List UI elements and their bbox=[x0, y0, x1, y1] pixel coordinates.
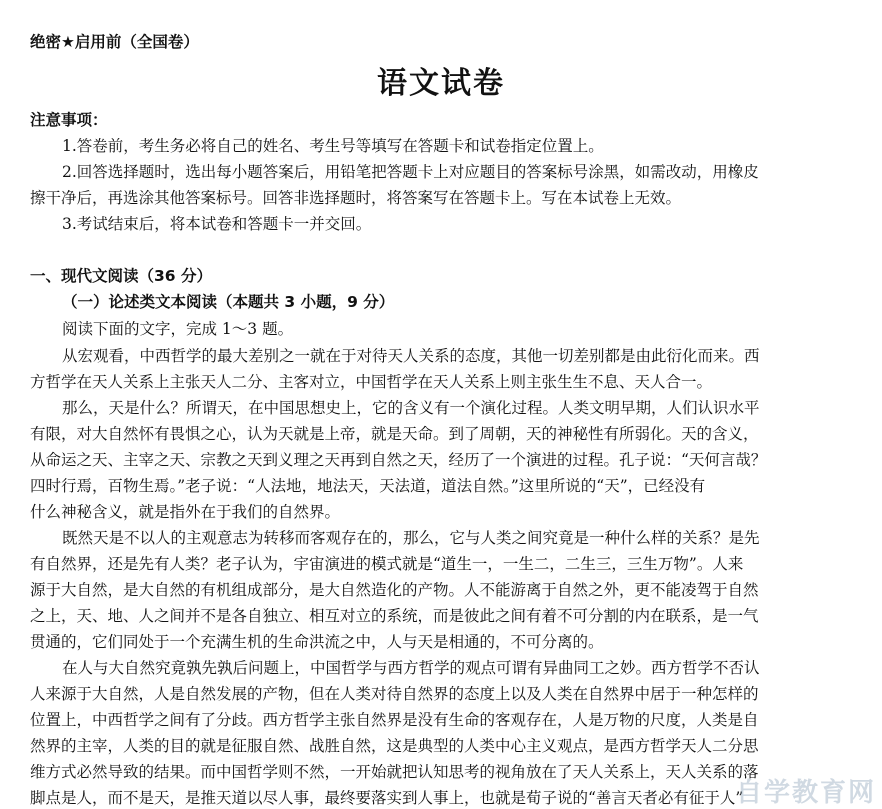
passage-line-14: 人来源于大自然，人是自然发展的产物，但在人类对待自然界的态度上以及人类在自然界中居于一种怎样的 bbox=[30, 685, 759, 703]
notice-line-3: 擦干净后，再选涂其他答案标号。回答非选择题时，将答案写在答题卡上。写在本试卷上无效。 bbox=[30, 189, 682, 207]
notice-line-4: 3.考试结束后，将本试卷和答题卡一并交回。 bbox=[62, 215, 372, 233]
passage-line-12: 贯通的，它们同处于一个充满生机的生命洪流之中，人与天是相通的，不可分离的。 bbox=[30, 633, 604, 651]
passage-line-10: 源于大自然，是大自然的有机组成部分，是大自然造化的产物。人不能游离于自然之外，更不能凌驾于自然 bbox=[30, 581, 759, 599]
notice-line-2: 2.回答选择题时，选出每小题答案后，用铅笔把答题卡上对应题目的答案标号涂黑，如需改动，用橡皮 bbox=[62, 163, 759, 181]
section-instruction: 阅读下面的文字，完成 1～3 题。 bbox=[62, 320, 294, 338]
passage-line-4: 有限，对大自然怀有畏惧之心，认为天就是上帝，就是天命。到了周朝，天的神秘性有所弱化。天的含义， bbox=[30, 425, 759, 443]
section-heading: 一、现代文阅读（36 分） bbox=[30, 267, 212, 285]
passage-line-15: 位置上，中西哲学之间有了分歧。西方哲学主张自然界是没有生命的客观存在，人是万物的尺度，人类是自 bbox=[30, 711, 759, 729]
site-watermark: 自学教育网 bbox=[735, 778, 876, 808]
page-title: 语文试卷 bbox=[377, 66, 505, 101]
passage-line-6: 四时行焉，百物生焉。”老子说：“人法地，地法天，天法道，道法自然。”这里所说的“天”，已经没有 bbox=[30, 477, 706, 495]
passage-line-17: 维方式必然导致的结果。而中国哲学则不然，一开始就把认知思考的视角放在了天人关系上，天人关系的落 bbox=[30, 763, 759, 781]
confidential-label: 绝密★启用前（全国卷） bbox=[30, 33, 199, 51]
passage-line-11: 之上，天、地、人之间并不是各自独立、相互对立的系统，而是彼此之间有着不可分割的内在联系，是一气 bbox=[30, 607, 759, 625]
notice-line-1: 1.答卷前，考生务必将自己的姓名、考生号等填写在答题卡和试卷指定位置上。 bbox=[62, 137, 604, 155]
passage-line-2: 方哲学在天人关系上主张天人二分、主客对立，中国哲学在天人关系上则主张生生不息、天人合一。 bbox=[30, 373, 713, 391]
passage-line-3: 那么，天是什么？所谓天，在中国思想史上，它的含义有一个演化过程。人类文明早期，人们认识水平 bbox=[62, 399, 760, 417]
passage-line-1: 从宏观看，中西哲学的最大差别之一就在于对待天人关系的态度，其他一切差别都是由此衍化而来。西 bbox=[62, 347, 760, 365]
passage-line-7: 什么神秘含义，就是指外在于我们的自然界。 bbox=[30, 503, 341, 521]
passage-line-13: 在人与大自然究竟孰先孰后问题上，中国哲学与西方哲学的观点可谓有异曲同工之妙。西方哲学不否认 bbox=[62, 659, 760, 677]
passage-line-16: 然界的主宰，人类的目的就是征服自然、战胜自然，这是典型的人类中心主义观点，是西方哲学天人二分思 bbox=[30, 737, 759, 755]
passage-line-8: 既然天是不以人的主观意志为转移而客观存在的，那么，它与人类之间究竟是一种什么样的关系？是先 bbox=[62, 529, 760, 547]
notice-heading: 注意事项： bbox=[30, 111, 108, 129]
passage-line-5: 从命运之天、主宰之天、宗教之天到义理之天再到自然之天，经历了一个演进的过程。孔子说：“天何言哉？ bbox=[30, 451, 767, 469]
passage-line-9: 有自然界，还是先有人类？老子认为，宇宙演进的模式就是“道生一，一生二，二生三，三生万物”。人来 bbox=[30, 555, 744, 573]
section-subheading: （一）论述类文本阅读（本题共 3 小题，9 分） bbox=[62, 293, 395, 311]
passage-line-18: 脚点是人，而不是天，是推天道以尽人事，最终要落实到人事上，也就是荀子说的“善言天者必有征于人” bbox=[30, 789, 744, 807]
